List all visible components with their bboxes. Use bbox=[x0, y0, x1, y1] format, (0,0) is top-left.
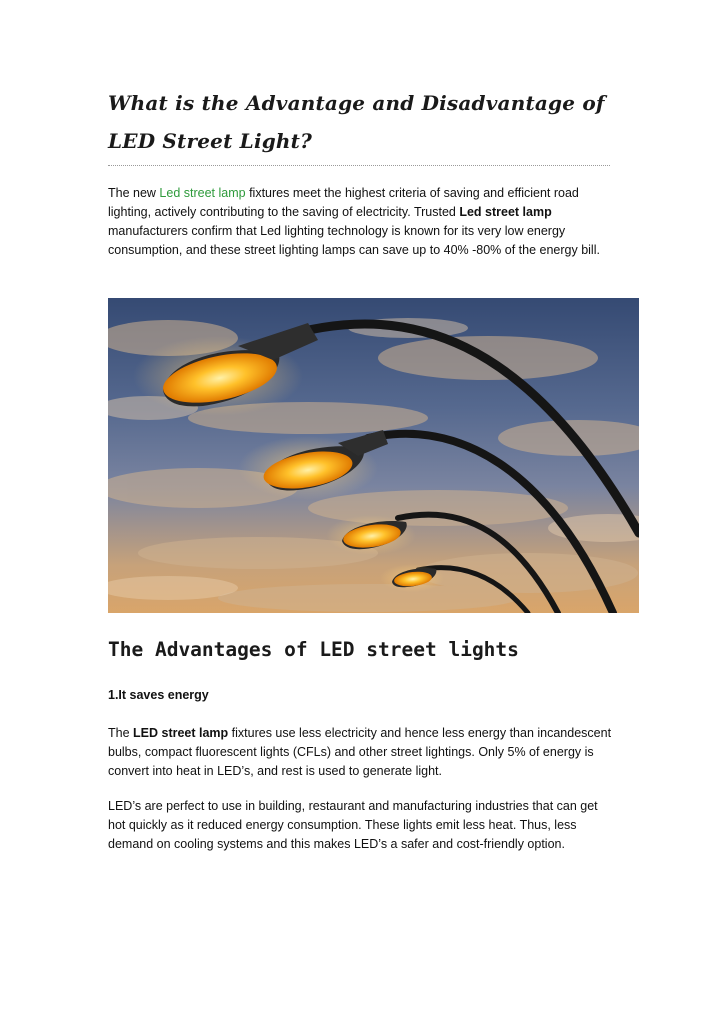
title-divider bbox=[108, 165, 610, 166]
p2-text: fixtures use less electricity and hence less energy than incandescent bulbs, compact fluorescent lights (CFLs) and other street lightings. Only 5% of energy is convert into heat in LED’s, and rest is used to generate light. bbox=[108, 726, 612, 778]
saves-energy-paragraph-2: LED’s are perfect to use in building, restaurant and manufacturing industries that can get hot quickly as it reduced energy consumption. These lights emit less heat. Thus, less demand on cooling systems and this makes LED’s a safer and cost-friendly option. bbox=[108, 799, 598, 851]
intro-text-1: fixtures meet the highest criteria of saving and efficient road lighting, actively contributing to the saving of electricity. Trusted bbox=[108, 186, 579, 219]
advantages-heading: The Advantages of LED street lights bbox=[108, 638, 519, 661]
page-title: What is the Advantage and Disadvantage of LED Street Light? bbox=[108, 91, 605, 153]
intro-bold-term: Led street lamp bbox=[459, 205, 552, 219]
intro-paragraph bbox=[108, 184, 613, 260]
led-street-lamp-link[interactable]: Led street lamp bbox=[159, 186, 246, 200]
saves-energy-heading: 1.It saves energy bbox=[108, 688, 209, 702]
p2-prefix: The bbox=[108, 726, 134, 740]
saves-energy-paragraph-1 bbox=[108, 724, 613, 781]
intro-prefix: The new bbox=[108, 186, 160, 200]
intro-text-2: manufacturers confirm that Led lighting technology is known for its very low energy consumption, and these street lighting lamps can save up to 40% -80% of the energy bill. bbox=[108, 224, 600, 257]
p2-bold-term: LED street lamp bbox=[133, 726, 229, 740]
street-lamps-photo bbox=[108, 298, 639, 613]
